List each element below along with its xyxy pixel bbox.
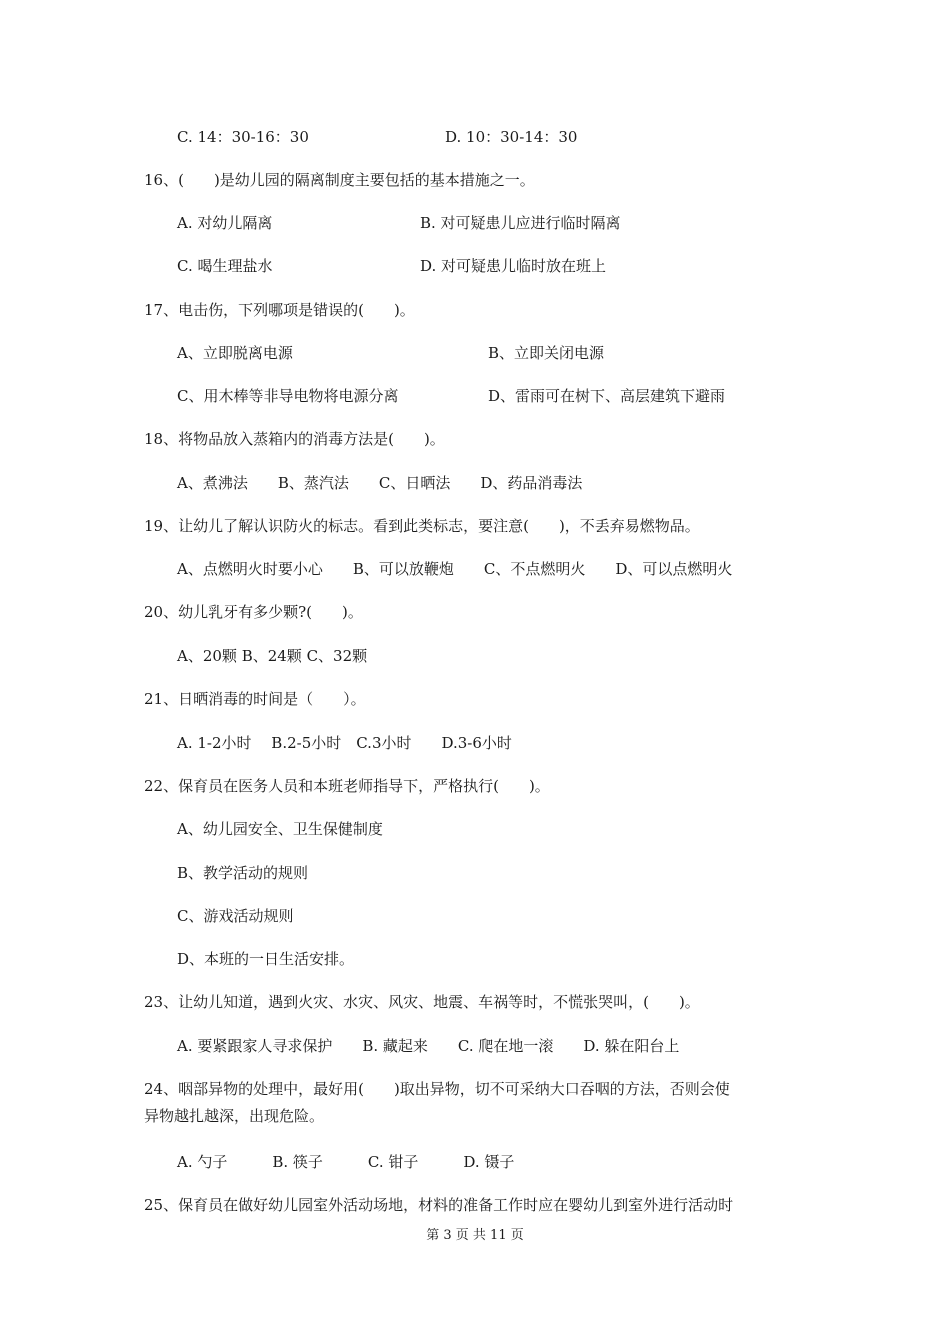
q24-stem-line2: 异物越扎越深，出现危险。 xyxy=(144,1107,325,1125)
q17-option-a: A、立即脱离电源 xyxy=(177,344,293,362)
q15-option-c: C. 14：30-16：30 xyxy=(177,128,309,146)
q17-option-c: C、用木棒等非导电物将电源分离 xyxy=(177,387,399,405)
q16-option-b: B. 对可疑患儿应进行临时隔离 xyxy=(420,214,621,232)
q24-options: A. 勺子 B. 筷子 C. 钳子 D. 镊子 xyxy=(177,1153,515,1171)
q16-stem: 16、( )是幼儿园的隔离制度主要包括的基本措施之一。 xyxy=(144,171,535,189)
q18-options: A、煮沸法 B、蒸汽法 C、日晒法 D、药品消毒法 xyxy=(177,474,583,492)
q19-options: A、点燃明火时要小心 B、可以放鞭炮 C、不点燃明火 D、可以点燃明火 xyxy=(177,560,733,578)
q20-stem: 20、幼儿乳牙有多少颗?( )。 xyxy=(144,603,363,621)
q16-option-d: D. 对可疑患儿临时放在班上 xyxy=(420,257,607,275)
q22-option-c: C、游戏活动规则 xyxy=(177,907,294,925)
q21-stem: 21、日晒消毒的时间是（ ）。 xyxy=(144,690,366,708)
page-number-footer: 第 3 页 共 11 页 xyxy=(426,1228,524,1243)
q22-option-d: D、本班的一日生活安排。 xyxy=(177,950,355,968)
q25-stem-line1: 25、保育员在做好幼儿园室外活动场地，材料的准备工作时应在婴幼儿到室外进行活动时 xyxy=(144,1196,734,1214)
q17-option-b: B、立即关闭电源 xyxy=(488,344,605,362)
q22-option-b: B、教学活动的规则 xyxy=(177,864,309,882)
q17-option-d: D、雷雨可在树下、高层建筑下避雨 xyxy=(488,387,726,405)
q23-options: A. 要紧跟家人寻求保护 B. 藏起来 C. 爬在地一滚 D. 躲在阳台上 xyxy=(177,1037,680,1055)
q24-stem-line1: 24、咽部异物的处理中，最好用( )取出异物，切不可采纳大口吞咽的方法，否则会使 xyxy=(144,1080,730,1098)
q15-option-d: D. 10：30-14：30 xyxy=(445,128,578,146)
q21-options: A. 1-2小时 B.2-5小时 C.3小时 D.3-6小时 xyxy=(177,734,512,752)
q22-stem: 22、保育员在医务人员和本班老师指导下，严格执行( )。 xyxy=(144,777,550,795)
q16-option-c: C. 喝生理盐水 xyxy=(177,257,273,275)
q20-options: A、20颗 B、24颗 C、32颗 xyxy=(177,647,368,665)
q17-stem: 17、电击伤，下列哪项是错误的( )。 xyxy=(144,301,415,319)
q19-stem: 19、让幼儿了解认识防火的标志。看到此类标志，要注意( )，不丢弃易燃物品。 xyxy=(144,517,700,535)
q22-option-a: A、幼儿园安全、卫生保健制度 xyxy=(177,820,383,838)
q18-stem: 18、将物品放入蒸箱内的消毒方法是( )。 xyxy=(144,430,445,448)
q23-stem: 23、让幼儿知道，遇到火灾、水灾、风灾、地震、车祸等时，不慌张哭叫，( )。 xyxy=(144,993,700,1011)
q16-option-a: A. 对幼儿隔离 xyxy=(177,214,273,232)
